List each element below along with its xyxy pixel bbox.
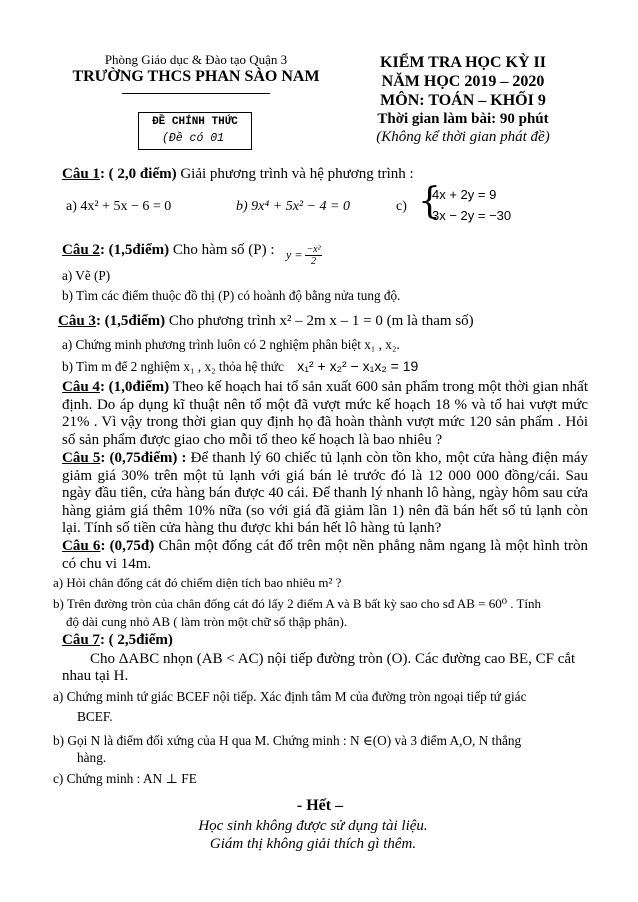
question-2-numerator: −x²	[306, 244, 321, 255]
header-divider	[122, 93, 270, 94]
question-2-heading	[62, 242, 275, 259]
end-marker: - Hết –	[296, 797, 344, 814]
question-2b: b) Tìm các điểm thuộc đồ thị (P) có hoành độ bằng nửa tung độ.	[62, 288, 401, 303]
question-7-text-line1: Cho ΔABC nhọn (AB < AC) nội tiếp đường tròn (O). Các đường cao BE, CF cắt	[90, 651, 576, 667]
question-3b-expression: x₁² + x₂² − x₁x₂ = 19	[297, 358, 419, 374]
question-4-label: Câu 4	[62, 379, 100, 395]
question-6	[62, 538, 588, 573]
question-1-label: Câu 1	[62, 166, 100, 182]
question-6-label: Câu 6	[62, 538, 101, 554]
question-7a-line1: a) Chứng minh tứ giác BCEF nội tiếp. Xác định tâm M của đường tròn ngoại tiếp tứ giác	[53, 689, 527, 704]
question-7-heading	[62, 632, 173, 649]
question-3-label: Câu 3	[58, 313, 96, 329]
subject: MÔN: TOÁN – KHỐI 9	[380, 92, 546, 109]
question-3-points: : (1,5điểm)	[95, 313, 166, 329]
question-6b-line1: b) Trên đường tròn của chân đống cát đó lấy 2 điểm A và B bất kỳ sao cho sđ AB = 60⁰ . Tính	[53, 596, 542, 611]
exam-time: Thời gian làm bài: 90 phút	[377, 111, 549, 127]
footer-note-2: Giám thị không giải thích gì thêm.	[209, 836, 417, 852]
question-2-points: : (1,5điểm)	[99, 242, 170, 258]
official-label: ĐỀ CHÍNH THỨC	[152, 116, 238, 128]
official-sub: (Đề có 01	[161, 132, 225, 145]
question-3b	[62, 356, 588, 377]
question-6-text: Chân một đống cát đổ trên một nền phẳng nằm ngang là một hình tròn có chu vi 14m.	[62, 538, 588, 572]
question-2-text: Cho hàm số (P) :	[169, 242, 275, 258]
question-3b-text: b) Tìm m để 2 nghiệm x₁ , x₂ thỏa hệ thức	[62, 359, 284, 374]
question-1-heading	[62, 166, 414, 183]
question-6-points: : (0,75đ)	[100, 538, 155, 554]
question-3a: a) Chứng minh phương trình luôn có 2 nghiệm phân biệt x₁ , x₂.	[62, 337, 400, 352]
question-6b-line2: độ dài cung nhỏ AB ( làm tròn một chữ số thập phân).	[66, 614, 348, 629]
question-2a: a) Vẽ (P)	[62, 268, 111, 283]
department-name: Phòng Giáo dục & Đào tạo Quận 3	[104, 52, 288, 67]
question-1-points: : ( 2,0 điểm)	[99, 166, 177, 182]
question-3-heading	[58, 313, 474, 330]
question-7-label: Câu 7	[62, 632, 100, 648]
question-1c-label: c)	[396, 199, 407, 214]
question-7c: c) Chứng minh : AN ⊥ FE	[53, 771, 197, 786]
question-2-label: Câu 2	[62, 242, 100, 258]
official-exam-box	[138, 112, 252, 150]
question-7-text-line2: nhau tại H.	[62, 668, 129, 684]
exam-title: KIỂM TRA HỌC KỲ II	[380, 54, 546, 71]
question-1c-eq1: 4x + 2y = 9	[432, 187, 497, 202]
question-2-denominator: 2	[311, 256, 317, 267]
question-4	[62, 379, 588, 449]
question-5-points: : (0,75điểm) :	[100, 450, 187, 466]
question-5	[62, 450, 588, 538]
question-2-function	[286, 244, 322, 267]
school-name: TRƯỜNG THCS PHAN SÀO NAM	[72, 68, 320, 85]
question-5-text: Để thanh lý 60 chiếc tủ lạnh còn tồn kho, một cửa hàng điện máy giảm giá 30% trên một tủ lạnh với giá bán lẻ trước đó là 12 000 000 đồng/cái. Sau ngày đầu tiên, cửa hàng bán được 40 cái. Để thanh lý nhanh lô hàng, ngày hôm sau cửa hàng giảm giá thêm 10% nữa (so với giá đã giảm lần 1) nên đã bán hết số tủ lạnh còn lại. Tính số tiền cửa hàng thu được khi bán hết lô hàng tủ lạnh?	[62, 450, 588, 537]
question-6a: a) Hỏi chân đống cát đó chiếm diện tích bao nhiêu m² ?	[53, 575, 342, 590]
question-4-points: : (1,0điểm)	[99, 379, 170, 395]
question-2-y: y =	[286, 247, 303, 262]
footer-note-1: Học sinh không được sử dụng tài liệu.	[198, 818, 428, 834]
question-3-text: Cho phương trình x² – 2m x – 1 = 0 (m là tham số)	[165, 313, 474, 329]
question-4-text: Theo kế hoạch hai tổ sản xuất 600 sản phẩm trong một thời gian nhất định. Do áp dụng kĩ thuật nên tổ một đã vượt mức kế hoạch 18 % và tổ hai vượt mức 21% . Vì vậy trong thời gian quy định họ đã hoàn thành vượt mức 120 sản phẩm . Hỏi số sản phẩm được giao cho mỗi tổ theo kế hoạch là bao nhiêu ?	[62, 379, 588, 448]
question-5-label: Câu 5	[62, 450, 101, 466]
question-1a: a) 4x² + 5x − 6 = 0	[66, 199, 172, 214]
exam-time-note: (Không kể thời gian phát đề)	[376, 129, 550, 145]
question-1-text: Giải phương trình và hệ phương trình :	[176, 166, 414, 182]
question-1c-eq2: 3x − 2y = −30	[432, 208, 512, 223]
question-7a-line2: BCEF.	[77, 709, 113, 724]
question-7-points: : ( 2,5điểm)	[99, 632, 173, 648]
question-2-fraction	[305, 244, 321, 267]
question-7b-line1: b) Gọi N là điểm đối xứng của H qua M. Chứng minh : N ∈(O) và 3 điểm A,O, N thẳng	[53, 733, 522, 748]
system-brace: {	[418, 181, 441, 222]
question-1b: b) 9x⁴ + 5x² − 4 = 0	[236, 199, 350, 214]
question-7b-line2: hàng.	[77, 750, 107, 765]
school-year: NĂM HỌC 2019 – 2020	[381, 73, 545, 90]
